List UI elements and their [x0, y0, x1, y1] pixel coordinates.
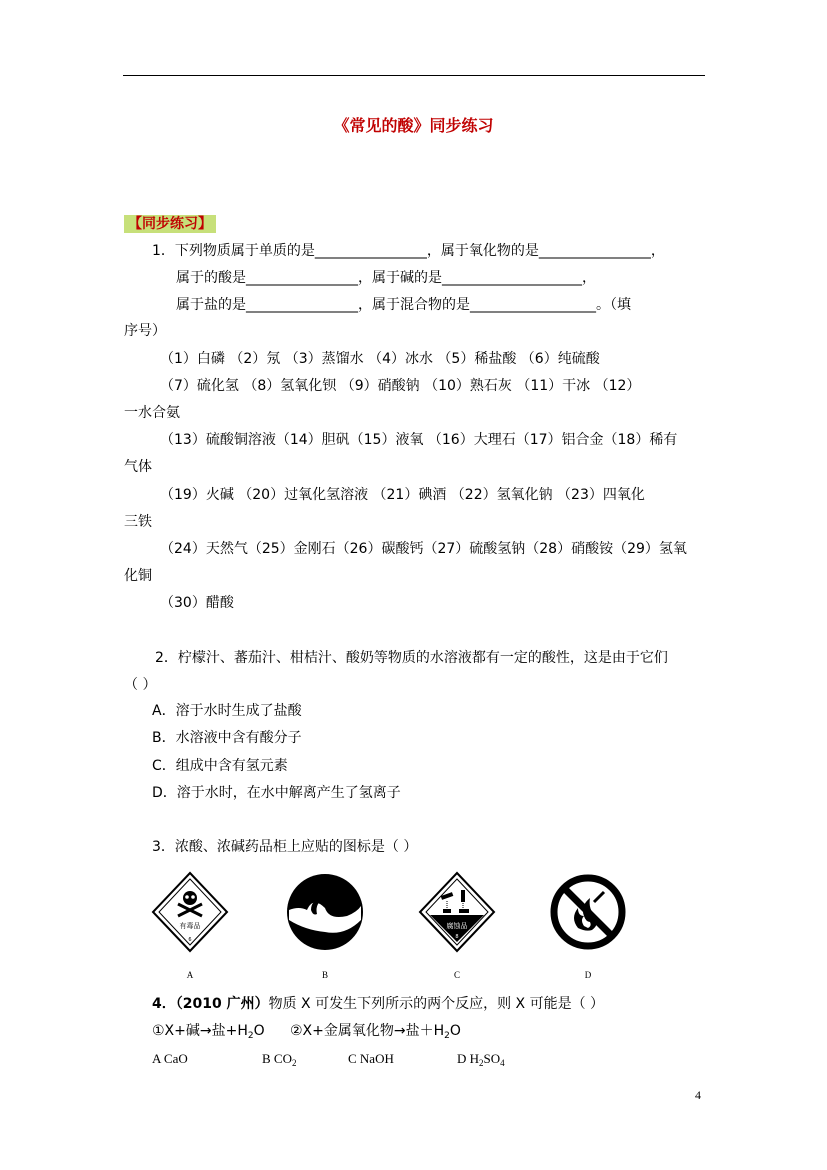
q1-item-line: （24）天然气（25）金刚石（26）碳酸钙（27）硫酸氢钠（28）硝酸铵（29）氢氧	[160, 541, 687, 557]
sign-d-label: D	[584, 970, 592, 980]
svg-text:腐蚀品: 腐蚀品	[446, 922, 468, 930]
q1-item-line: （30）醋酸	[160, 595, 234, 611]
q4-stem-text: 物质 X 可发生下列所示的两个反应，则 X 可能是（ ）	[268, 996, 605, 1012]
sign-b-label: B	[321, 970, 328, 980]
q4-option-a: A CaO	[152, 1051, 188, 1066]
page-title: 《常见的酸》同步练习	[333, 116, 494, 135]
corrosive-sign-icon	[417, 870, 497, 960]
page-number: 4	[695, 1088, 701, 1102]
q2-stem: 2．柠檬汁、蕃茄汁、柑桔汁、酸奶等物质的水溶液都有一定的酸性，这是由于它们	[155, 650, 668, 666]
hazard-signs-figure	[150, 870, 640, 980]
no-fire-sign-icon	[548, 870, 628, 960]
svg-text:8: 8	[455, 934, 459, 940]
q4-source: 4．（2010 广州）	[152, 996, 269, 1012]
q2-option-a: A．溶于水时生成了盐酸	[152, 703, 302, 719]
q1-item-line: （13）硫酸铜溶液（14）胆矾（15）液氧 （16）大理石（17）铝合金（18）稀有	[160, 432, 678, 448]
q1-item-line: 一水合氨	[124, 405, 180, 421]
q1-line-2: 属于的酸是________________，属于碱的是____________________，	[176, 270, 596, 286]
q4-option-d: D $H_2SO_4$	[457, 1051, 505, 1068]
sign-c	[417, 870, 497, 980]
q1-line-4: 序号）	[124, 323, 166, 339]
q1-item-line: （1）白磷 （2）氖 （3）蒸馏水 （4）冰水 （5）稀盐酸 （6）纯硫酸	[160, 351, 600, 367]
q4-stem	[152, 994, 604, 1014]
toxic-sign-icon	[150, 870, 230, 960]
section-label: 【同步练习】	[124, 215, 216, 233]
q1-item-line: （19）火碱 （20）过氧化氢溶液 （21）碘酒 （22）氢氧化钠 （23）四氧化	[160, 487, 645, 503]
sign-c-label: C	[453, 970, 460, 980]
q2-option-c: C．组成中含有氢元素	[152, 758, 288, 774]
q1-item-line: 化铜	[124, 568, 152, 584]
q4-option-b: B $CO_2$	[262, 1051, 297, 1068]
q2-paren: （ ）	[124, 677, 157, 693]
water-drop-sign-icon	[285, 870, 365, 960]
q1-item-line: （7）硫化氢 （8）氢氧化钡 （9）硝酸钠 （10）熟石灰 （11）干冰 （12）	[160, 378, 641, 394]
q1-item-line: 三铁	[124, 514, 152, 530]
sign-a-label: A	[186, 970, 194, 980]
q1-line-1: 1．下列物质属于单质的是________________，属于氧化物的是________________，	[152, 243, 665, 259]
q3-stem: 3．浓酸、浓碱药品柜上应贴的图标是（ ）	[152, 839, 418, 855]
q2-option-d: D．溶于水时，在水中解离产生了氢离子	[152, 785, 401, 801]
svg-text:有毒品: 有毒品	[179, 922, 201, 930]
sign-d	[548, 870, 628, 980]
q1-line-3: 属于盐的是________________，属于混合物的是__________________。（填	[176, 297, 631, 313]
q1-item-line: 气体	[124, 459, 152, 475]
q2-option-b: B．水溶液中含有酸分子	[152, 730, 302, 746]
q4-reaction-2: ②X+金属氧化物→盐$+H_2O$	[290, 1023, 461, 1041]
q4-option-c: C NaOH	[348, 1051, 394, 1066]
sign-b	[285, 870, 365, 980]
q4-reaction-1: ①X+碱→盐$+H_2O$	[152, 1023, 265, 1041]
svg-text:6: 6	[188, 937, 192, 943]
sign-a	[150, 870, 230, 980]
header-rule	[123, 75, 705, 76]
